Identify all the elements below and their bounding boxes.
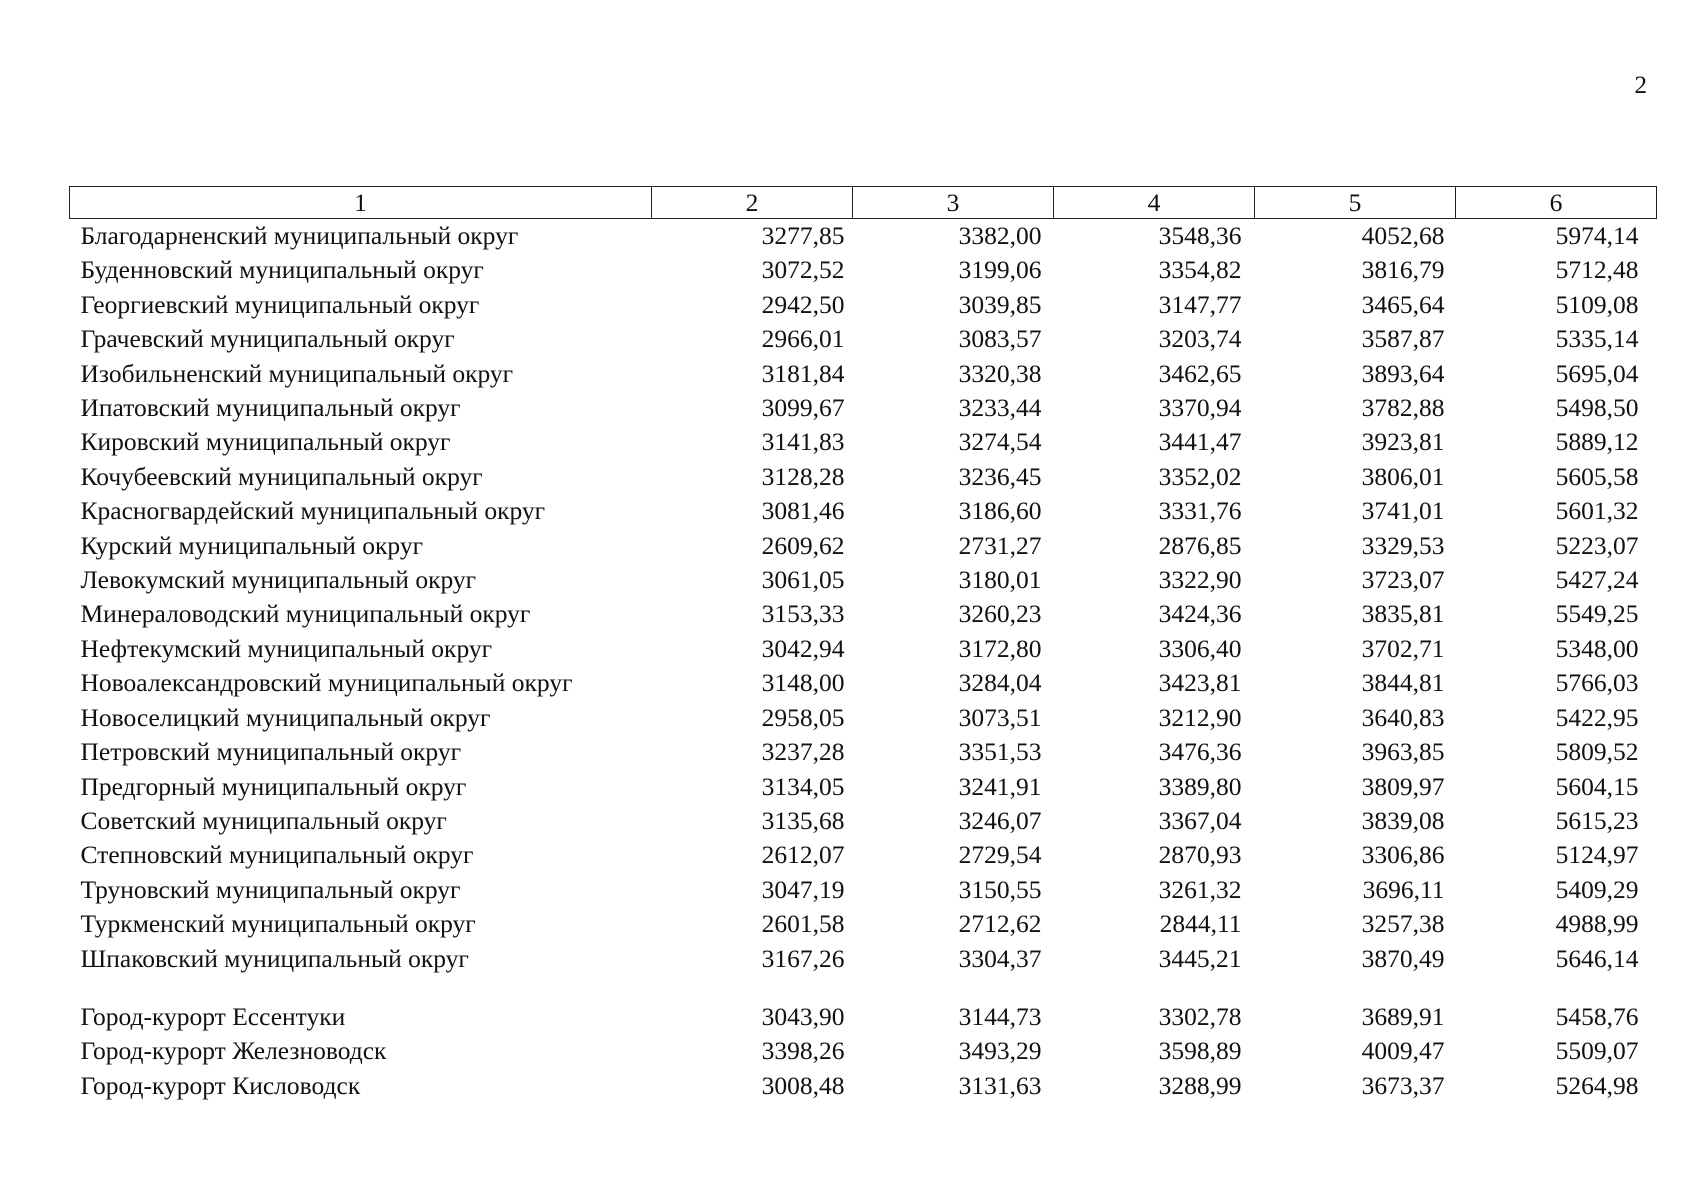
value-cell: 3039,85 xyxy=(958,289,1042,319)
table-row xyxy=(70,322,1657,356)
value-cell: 3233,44 xyxy=(958,393,1042,423)
value-cell: 5604,15 xyxy=(1555,771,1639,801)
value-cell: 4988,99 xyxy=(1555,909,1639,939)
table-row xyxy=(70,357,1657,391)
value-cell: 3844,81 xyxy=(1361,668,1445,698)
value-cell: 5264,98 xyxy=(1555,1070,1639,1100)
municipality-name-cell: Курский муниципальный округ xyxy=(80,530,424,560)
value-cell: 3806,01 xyxy=(1361,461,1445,491)
municipality-name-cell: Предгорный муниципальный округ xyxy=(80,771,467,801)
value-cell: 3382,00 xyxy=(958,221,1042,250)
table-row xyxy=(70,1069,1657,1103)
table-row xyxy=(70,735,1657,769)
value-cell: 3167,26 xyxy=(761,943,845,973)
value-cell: 3354,82 xyxy=(1158,255,1242,285)
value-cell: 3367,04 xyxy=(1158,805,1242,835)
table-row xyxy=(70,666,1657,700)
municipality-name-cell: Советский муниципальный округ xyxy=(80,805,447,835)
table-row xyxy=(70,391,1657,425)
value-cell: 3462,65 xyxy=(1158,358,1242,388)
value-cell: 2712,62 xyxy=(958,909,1042,939)
value-cell: 3320,38 xyxy=(958,358,1042,388)
value-cell: 3147,77 xyxy=(1158,289,1242,319)
value-cell: 5809,52 xyxy=(1555,737,1639,767)
value-cell: 3199,06 xyxy=(958,255,1042,285)
value-cell: 5458,76 xyxy=(1555,1001,1639,1031)
value-cell: 3331,76 xyxy=(1158,496,1242,526)
table-row xyxy=(70,563,1657,597)
municipality-name-cell: Георгиевский муниципальный округ xyxy=(80,289,480,319)
value-cell: 3398,26 xyxy=(761,1036,845,1066)
municipality-name-cell: Кировский муниципальный округ xyxy=(80,427,451,457)
value-cell: 2844,11 xyxy=(1159,909,1242,939)
value-cell: 3083,57 xyxy=(958,324,1042,354)
value-cell: 3465,64 xyxy=(1361,289,1445,319)
value-cell: 5498,50 xyxy=(1555,393,1639,423)
value-cell: 5422,95 xyxy=(1555,702,1639,732)
column-header: 5 xyxy=(1255,187,1456,219)
column-header: 3 xyxy=(853,187,1054,219)
value-cell: 5615,23 xyxy=(1555,805,1639,835)
value-cell: 3304,37 xyxy=(958,943,1042,973)
value-cell: 3923,81 xyxy=(1361,427,1445,457)
value-cell: 4052,68 xyxy=(1361,221,1445,250)
value-cell: 3099,67 xyxy=(761,393,845,423)
table-row xyxy=(70,1000,1657,1034)
value-cell: 2729,54 xyxy=(958,840,1042,870)
value-cell: 3870,49 xyxy=(1361,943,1445,973)
value-cell: 3352,02 xyxy=(1158,461,1242,491)
spacer-cell xyxy=(70,976,1657,1000)
table-row xyxy=(70,701,1657,735)
municipality-name-cell: Нефтекумский муниципальный округ xyxy=(80,633,493,663)
value-cell: 3370,94 xyxy=(1158,393,1242,423)
value-cell: 3839,08 xyxy=(1361,805,1445,835)
municipality-name-cell: Степновский муниципальный округ xyxy=(80,840,474,870)
municipality-name-cell: Ипатовский муниципальный округ xyxy=(80,393,461,423)
value-cell: 3598,89 xyxy=(1158,1036,1242,1066)
municipality-name-cell: Петровский муниципальный округ xyxy=(80,737,462,767)
value-cell: 3141,83 xyxy=(761,427,845,457)
value-cell: 3236,45 xyxy=(958,461,1042,491)
value-cell: 2870,93 xyxy=(1158,840,1242,870)
value-cell: 3135,68 xyxy=(761,805,845,835)
value-cell: 3809,97 xyxy=(1361,771,1445,801)
column-header: 6 xyxy=(1456,187,1657,219)
table-row xyxy=(70,907,1657,941)
value-cell: 2966,01 xyxy=(761,324,845,354)
value-cell: 2609,62 xyxy=(761,530,845,560)
value-cell: 3284,04 xyxy=(958,668,1042,698)
value-cell: 3246,07 xyxy=(958,805,1042,835)
value-cell: 4009,47 xyxy=(1361,1036,1445,1066)
value-cell: 3302,78 xyxy=(1158,1001,1242,1031)
value-cell: 3128,28 xyxy=(761,461,845,491)
value-cell: 3073,51 xyxy=(958,702,1042,732)
value-cell: 3640,83 xyxy=(1361,702,1445,732)
value-cell: 3260,23 xyxy=(958,599,1042,629)
municipality-name-cell: Туркменский муниципальный округ xyxy=(80,909,476,939)
value-cell: 3237,28 xyxy=(761,737,845,767)
value-cell: 3548,36 xyxy=(1158,221,1242,250)
value-cell: 3186,60 xyxy=(958,496,1042,526)
table-row xyxy=(70,838,1657,872)
value-cell: 3150,55 xyxy=(958,874,1042,904)
value-cell: 3441,47 xyxy=(1158,427,1242,457)
municipality-name-cell: Город-курорт Ессентуки xyxy=(80,1001,346,1031)
value-cell: 3148,00 xyxy=(761,668,845,698)
municipality-name-cell: Красногвардейский муниципальный округ xyxy=(80,496,546,526)
value-cell: 5889,12 xyxy=(1555,427,1639,457)
value-cell: 3587,87 xyxy=(1361,324,1445,354)
table-row xyxy=(70,1034,1657,1068)
value-cell: 5124,97 xyxy=(1555,840,1639,870)
municipality-name-cell: Изобильненский муниципальный округ xyxy=(80,358,514,388)
value-cell: 2958,05 xyxy=(761,702,845,732)
municipality-name-cell: Труновский муниципальный округ xyxy=(80,874,461,904)
table-row xyxy=(70,873,1657,907)
value-cell: 5409,29 xyxy=(1555,874,1639,904)
table-row xyxy=(70,219,1657,254)
value-cell: 5223,07 xyxy=(1555,530,1639,560)
municipality-name-cell: Благодарненский муниципальный округ xyxy=(80,221,519,250)
table-row xyxy=(70,770,1657,804)
value-cell: 3306,40 xyxy=(1158,633,1242,663)
value-cell: 3042,94 xyxy=(761,633,845,663)
column-header: 1 xyxy=(70,187,652,219)
value-cell: 3306,86 xyxy=(1361,840,1445,870)
value-cell: 3257,38 xyxy=(1361,909,1445,939)
value-cell: 3134,05 xyxy=(761,771,845,801)
value-cell: 3741,01 xyxy=(1361,496,1445,526)
value-cell: 3329,53 xyxy=(1361,530,1445,560)
section-spacer xyxy=(70,976,1657,1000)
value-cell: 3963,85 xyxy=(1361,737,1445,767)
value-cell: 5601,32 xyxy=(1555,496,1639,526)
value-cell: 5109,08 xyxy=(1555,289,1639,319)
municipality-name-cell: Новоселицкий муниципальный округ xyxy=(80,702,491,732)
value-cell: 3043,90 xyxy=(761,1001,845,1031)
value-cell: 3445,21 xyxy=(1158,943,1242,973)
value-cell: 3351,53 xyxy=(958,737,1042,767)
table-body xyxy=(70,219,1657,1104)
municipality-name-cell: Буденновский муниципальный округ xyxy=(80,255,484,285)
value-cell: 3274,54 xyxy=(958,427,1042,457)
table-row xyxy=(70,253,1657,287)
municipality-name-cell: Город-курорт Железноводск xyxy=(80,1036,387,1066)
value-cell: 3782,88 xyxy=(1361,393,1445,423)
table-row xyxy=(70,288,1657,322)
value-cell: 3061,05 xyxy=(761,565,845,595)
value-cell: 3277,85 xyxy=(761,221,845,250)
value-cell: 2731,27 xyxy=(958,530,1042,560)
value-cell: 3702,71 xyxy=(1361,633,1445,663)
value-cell: 3241,91 xyxy=(958,771,1042,801)
value-cell: 3835,81 xyxy=(1361,599,1445,629)
table-row xyxy=(70,942,1657,976)
value-cell: 3322,90 xyxy=(1158,565,1242,595)
value-cell: 5427,24 xyxy=(1555,565,1639,595)
value-cell: 3424,36 xyxy=(1158,599,1242,629)
value-cell: 3493,29 xyxy=(958,1036,1042,1066)
value-cell: 5605,58 xyxy=(1555,461,1639,491)
value-cell: 3131,63 xyxy=(958,1070,1042,1100)
value-cell: 3153,33 xyxy=(761,599,845,629)
value-cell: 5712,48 xyxy=(1555,255,1639,285)
value-cell: 5549,25 xyxy=(1555,599,1639,629)
column-header: 4 xyxy=(1054,187,1255,219)
value-cell: 3288,99 xyxy=(1158,1070,1242,1100)
value-cell: 2876,85 xyxy=(1158,530,1242,560)
value-cell: 3261,32 xyxy=(1158,874,1242,904)
value-cell: 3476,36 xyxy=(1158,737,1242,767)
municipality-name-cell: Город-курорт Кисловодск xyxy=(80,1070,361,1100)
value-cell: 3072,52 xyxy=(761,255,845,285)
value-cell: 3172,80 xyxy=(958,633,1042,663)
value-cell: 3008,48 xyxy=(761,1070,845,1100)
value-cell: 3689,91 xyxy=(1361,1001,1445,1031)
column-header: 2 xyxy=(652,187,853,219)
value-cell: 5974,14 xyxy=(1555,221,1639,250)
value-cell: 3081,46 xyxy=(761,496,845,526)
municipality-name-cell: Кочубеевский муниципальный округ xyxy=(80,461,483,491)
table-row xyxy=(70,529,1657,563)
municipality-name-cell: Минераловодский муниципальный округ xyxy=(80,599,531,629)
value-cell: 3423,81 xyxy=(1158,668,1242,698)
value-cell: 3144,73 xyxy=(958,1001,1042,1031)
table-row xyxy=(70,804,1657,838)
value-cell: 3816,79 xyxy=(1361,255,1445,285)
value-cell: 2601,58 xyxy=(761,909,845,939)
value-cell: 3212,90 xyxy=(1158,702,1242,732)
value-cell: 3180,01 xyxy=(958,565,1042,595)
value-cell: 5348,00 xyxy=(1555,633,1639,663)
header-row xyxy=(70,187,1657,219)
value-cell: 3673,37 xyxy=(1361,1070,1445,1100)
municipality-name-cell: Левокумский муниципальный округ xyxy=(80,565,477,595)
value-cell: 3047,19 xyxy=(761,874,845,904)
value-cell: 3893,64 xyxy=(1361,358,1445,388)
municipality-name-cell: Шпаковский муниципальный округ xyxy=(80,943,469,973)
value-cell: 3181,84 xyxy=(761,358,845,388)
value-cell: 3696,11 xyxy=(1362,874,1445,904)
value-cell: 5766,03 xyxy=(1555,668,1639,698)
table-row xyxy=(70,597,1657,631)
value-cell: 2942,50 xyxy=(761,289,845,319)
value-cell: 5335,14 xyxy=(1555,324,1639,354)
value-cell: 5646,14 xyxy=(1555,943,1639,973)
value-cell: 3723,07 xyxy=(1361,565,1445,595)
table-row xyxy=(70,494,1657,528)
value-cell: 5509,07 xyxy=(1555,1036,1639,1066)
page-number: 2 xyxy=(1634,72,1647,99)
value-cell: 5695,04 xyxy=(1555,358,1639,388)
value-cell: 3203,74 xyxy=(1158,324,1242,354)
table-row xyxy=(70,632,1657,666)
value-cell: 3389,80 xyxy=(1158,771,1242,801)
table-row xyxy=(70,425,1657,459)
municipality-name-cell: Грачевский муниципальный округ xyxy=(80,324,455,354)
value-cell: 2612,07 xyxy=(761,840,845,870)
table-row xyxy=(70,460,1657,494)
municipality-name-cell: Новоалександровский муниципальный округ xyxy=(80,668,573,698)
data-table xyxy=(69,186,1657,1103)
